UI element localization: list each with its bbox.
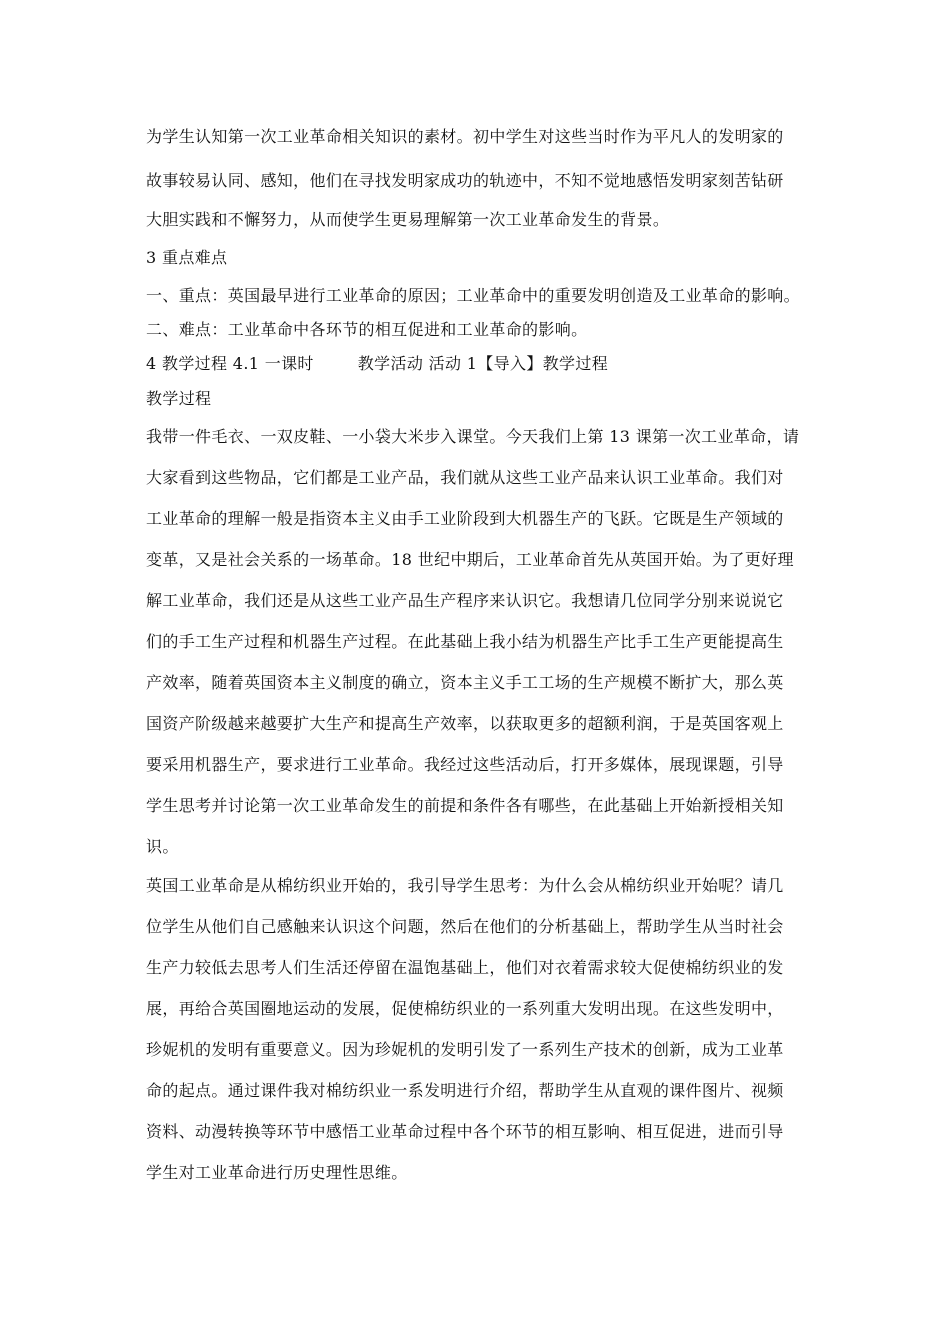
section4-heading-part1: 4 教学过程 4.1 一课时 — [146, 354, 314, 373]
para3-line-2: 位学生从他们自己感触来认识这个问题，然后在他们的分析基础上，帮助学生从当时社会 — [146, 917, 784, 936]
para2-line-3: 工业革命的理解一般是指资本主义由手工业阶段到大机器生产的飞跃。它既是生产领域的 — [146, 509, 784, 528]
para2-line-8: 国资产阶级越来越要扩大生产和提高生产效率，以获取更多的超额利润，于是英国客观上 — [146, 714, 784, 733]
section3-heading: 3 重点难点 — [146, 248, 228, 267]
para2-line-7: 产效率，随着英国资本主义制度的确立，资本主义手工工场的生产规模不断扩大，那么英 — [146, 673, 784, 692]
para3-line-4: 展，再给合英国圈地运动的发展，促使棉纺织业的一系列重大发明出现。在这些发明中， — [146, 999, 784, 1018]
para3-line-8: 学生对工业革命进行历史理性思维。 — [146, 1163, 408, 1182]
para2-line-9: 要采用机器生产，要求进行工业革命。我经过这些活动后，打开多媒体，展现课题，引导 — [146, 755, 784, 774]
para1-line-2: 故事较易认同、感知，他们在寻找发明家成功的轨迹中，不知不觉地感悟发明家刻苦钻研 — [146, 171, 784, 190]
key-points: 一、重点：英国最早进行工业革命的原因；工业革命中的重要发明创造及工业革命的影响。 — [146, 286, 801, 305]
para2-line-10: 学生思考并讨论第一次工业革命发生的前提和条件各有哪些，在此基础上开始新授相关知 — [146, 796, 784, 815]
para3-line-7: 资料、动漫转换等环节中感悟工业革命过程中各个环节的相互影响、相互促进，进而引导 — [146, 1122, 784, 1141]
para2-line-1: 我带一件毛衣、一双皮鞋、一小袋大米步入课堂。今天我们上第 13 课第一次工业革命，请 — [146, 427, 800, 446]
section4-heading-part2: 教学活动 活动 1【导入】教学过程 — [357, 354, 609, 373]
para2-line-4: 变革，又是社会关系的一场革命。18 世纪中期后，工业革命首先从英国开始。为了更好理 — [146, 550, 794, 569]
para2-line-5: 解工业革命，我们还是从这些工业产品生产程序来认识它。我想请几位同学分别来说说它 — [146, 591, 784, 610]
para3-line-6: 命的起点。通过课件我对棉纺织业一系发明进行介绍，帮助学生从直观的课件图片、视频 — [146, 1081, 784, 1100]
para1-line-3: 大胆实践和不懈努力，从而使学生更易理解第一次工业革命发生的背景。 — [146, 210, 670, 229]
para2-line-11: 识。 — [146, 837, 179, 856]
section4-heading — [146, 354, 816, 374]
para2-line-2: 大家看到这些物品，它们都是工业产品，我们就从这些工业产品来认识工业革命。我们对 — [146, 468, 784, 487]
para3-line-5: 珍妮机的发明有重要意义。因为珍妮机的发明引发了一系列生产技术的创新，成为工业革 — [146, 1040, 784, 1059]
teaching-process-subheading: 教学过程 — [146, 389, 212, 408]
para3-line-3: 生产力较低去思考人们生活还停留在温饱基础上，他们对衣着需求较大促使棉纺织业的发 — [146, 958, 784, 977]
difficult-points: 二、难点：工业革命中各环节的相互促进和工业革命的影响。 — [146, 320, 588, 339]
para3-line-1: 英国工业革命是从棉纺织业开始的，我引导学生思考：为什么会从棉纺织业开始呢？请几 — [146, 876, 784, 895]
para1-line-1: 为学生认知第一次工业革命相关知识的素材。初中学生对这些当时作为平凡人的发明家的 — [146, 127, 784, 146]
para2-line-6: 们的手工生产过程和机器生产过程。在此基础上我小结为机器生产比手工生产更能提高生 — [146, 632, 784, 651]
